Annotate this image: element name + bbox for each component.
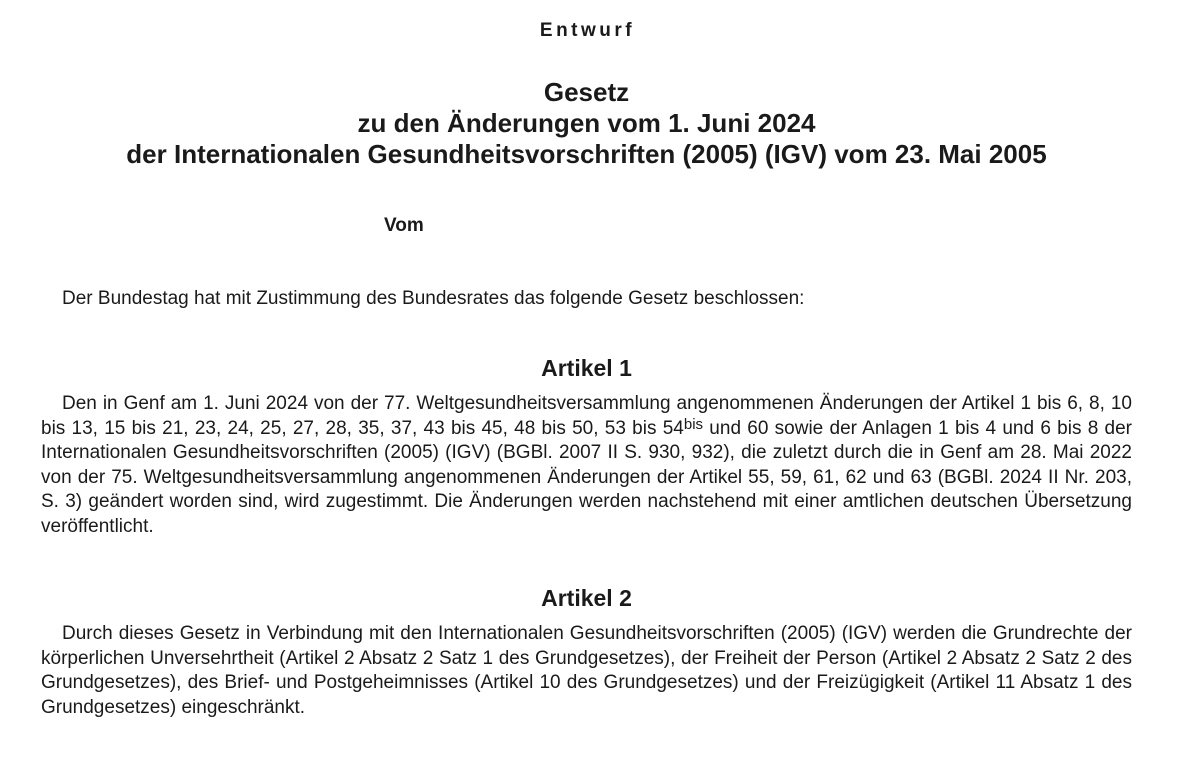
article-2-heading: Artikel 2 — [541, 585, 632, 611]
title-line-2: zu den Änderungen vom 1. Juni 2024 — [357, 108, 816, 138]
title-line-1: Gesetz — [543, 77, 630, 107]
article-1-superscript: bis — [683, 415, 704, 433]
article-1-body — [41, 392, 1132, 539]
article-1-text-part-1: Den in Genf am 1. Juni 2024 von der 77. Weltgesundheitsversammlung angenommenen Änderungen der Artikel 1 bis 6, 8, 10 bis 13, 15 bis 21, 23, 24, 25, 27, 28, 35, 37, 43 bis 45, 48 bis 50, 53 bis 54 — [41, 393, 1132, 439]
date-label: Vom — [384, 215, 424, 236]
article-1-heading: Artikel 1 — [541, 355, 632, 381]
law-title — [0, 77, 1173, 170]
article-1-text-part-2: und 60 sowie der Anlagen 1 bis 4 und 6 bis 8 der Internationalen Gesundheitsvorschriften (2005) (IGV) (BGBl. 2007 II S. 930, 932), die zuletzt durch die in Genf am 28. Mai 2022 von der 75. Weltgesundheitsversammlung angenommenen Änderungen der Artikel 55, 59, 61, 62 und 63 (BGBl. 2024 II Nr. 203, S. 3) geändert worden sind, wird zugestimmt. Die Änderungen werden nachstehend mit einer amtlichen deutschen Übersetzung veröffentlicht. — [41, 417, 1132, 537]
preamble-text: Der Bundestag hat mit Zustimmung des Bundesrates das folgende Gesetz beschlossen: — [62, 288, 805, 309]
title-line-3: der Internationalen Gesundheitsvorschriften (2005) (IGV) vom 23. Mai 2005 — [126, 139, 1047, 169]
article-2-body: Durch dieses Gesetz in Verbindung mit den Internationalen Gesundheitsvorschriften (2005) (IGV) werden die Grundrechte der körperlichen Unversehrtheit (Artikel 2 Absatz 2 Satz 1 des Grundgesetzes), der Freiheit der Person (Artikel 2 Absatz 2 Satz 2 des Grundgesetzes), des Brief- und Postgeheimnisses (Artikel 10 des Grundgesetzes) und der Freizügigkeit (Artikel 11 Absatz 1 des Grundgesetzes) eingeschränkt. — [41, 623, 1132, 718]
draft-label: Entwurf — [539, 20, 636, 41]
